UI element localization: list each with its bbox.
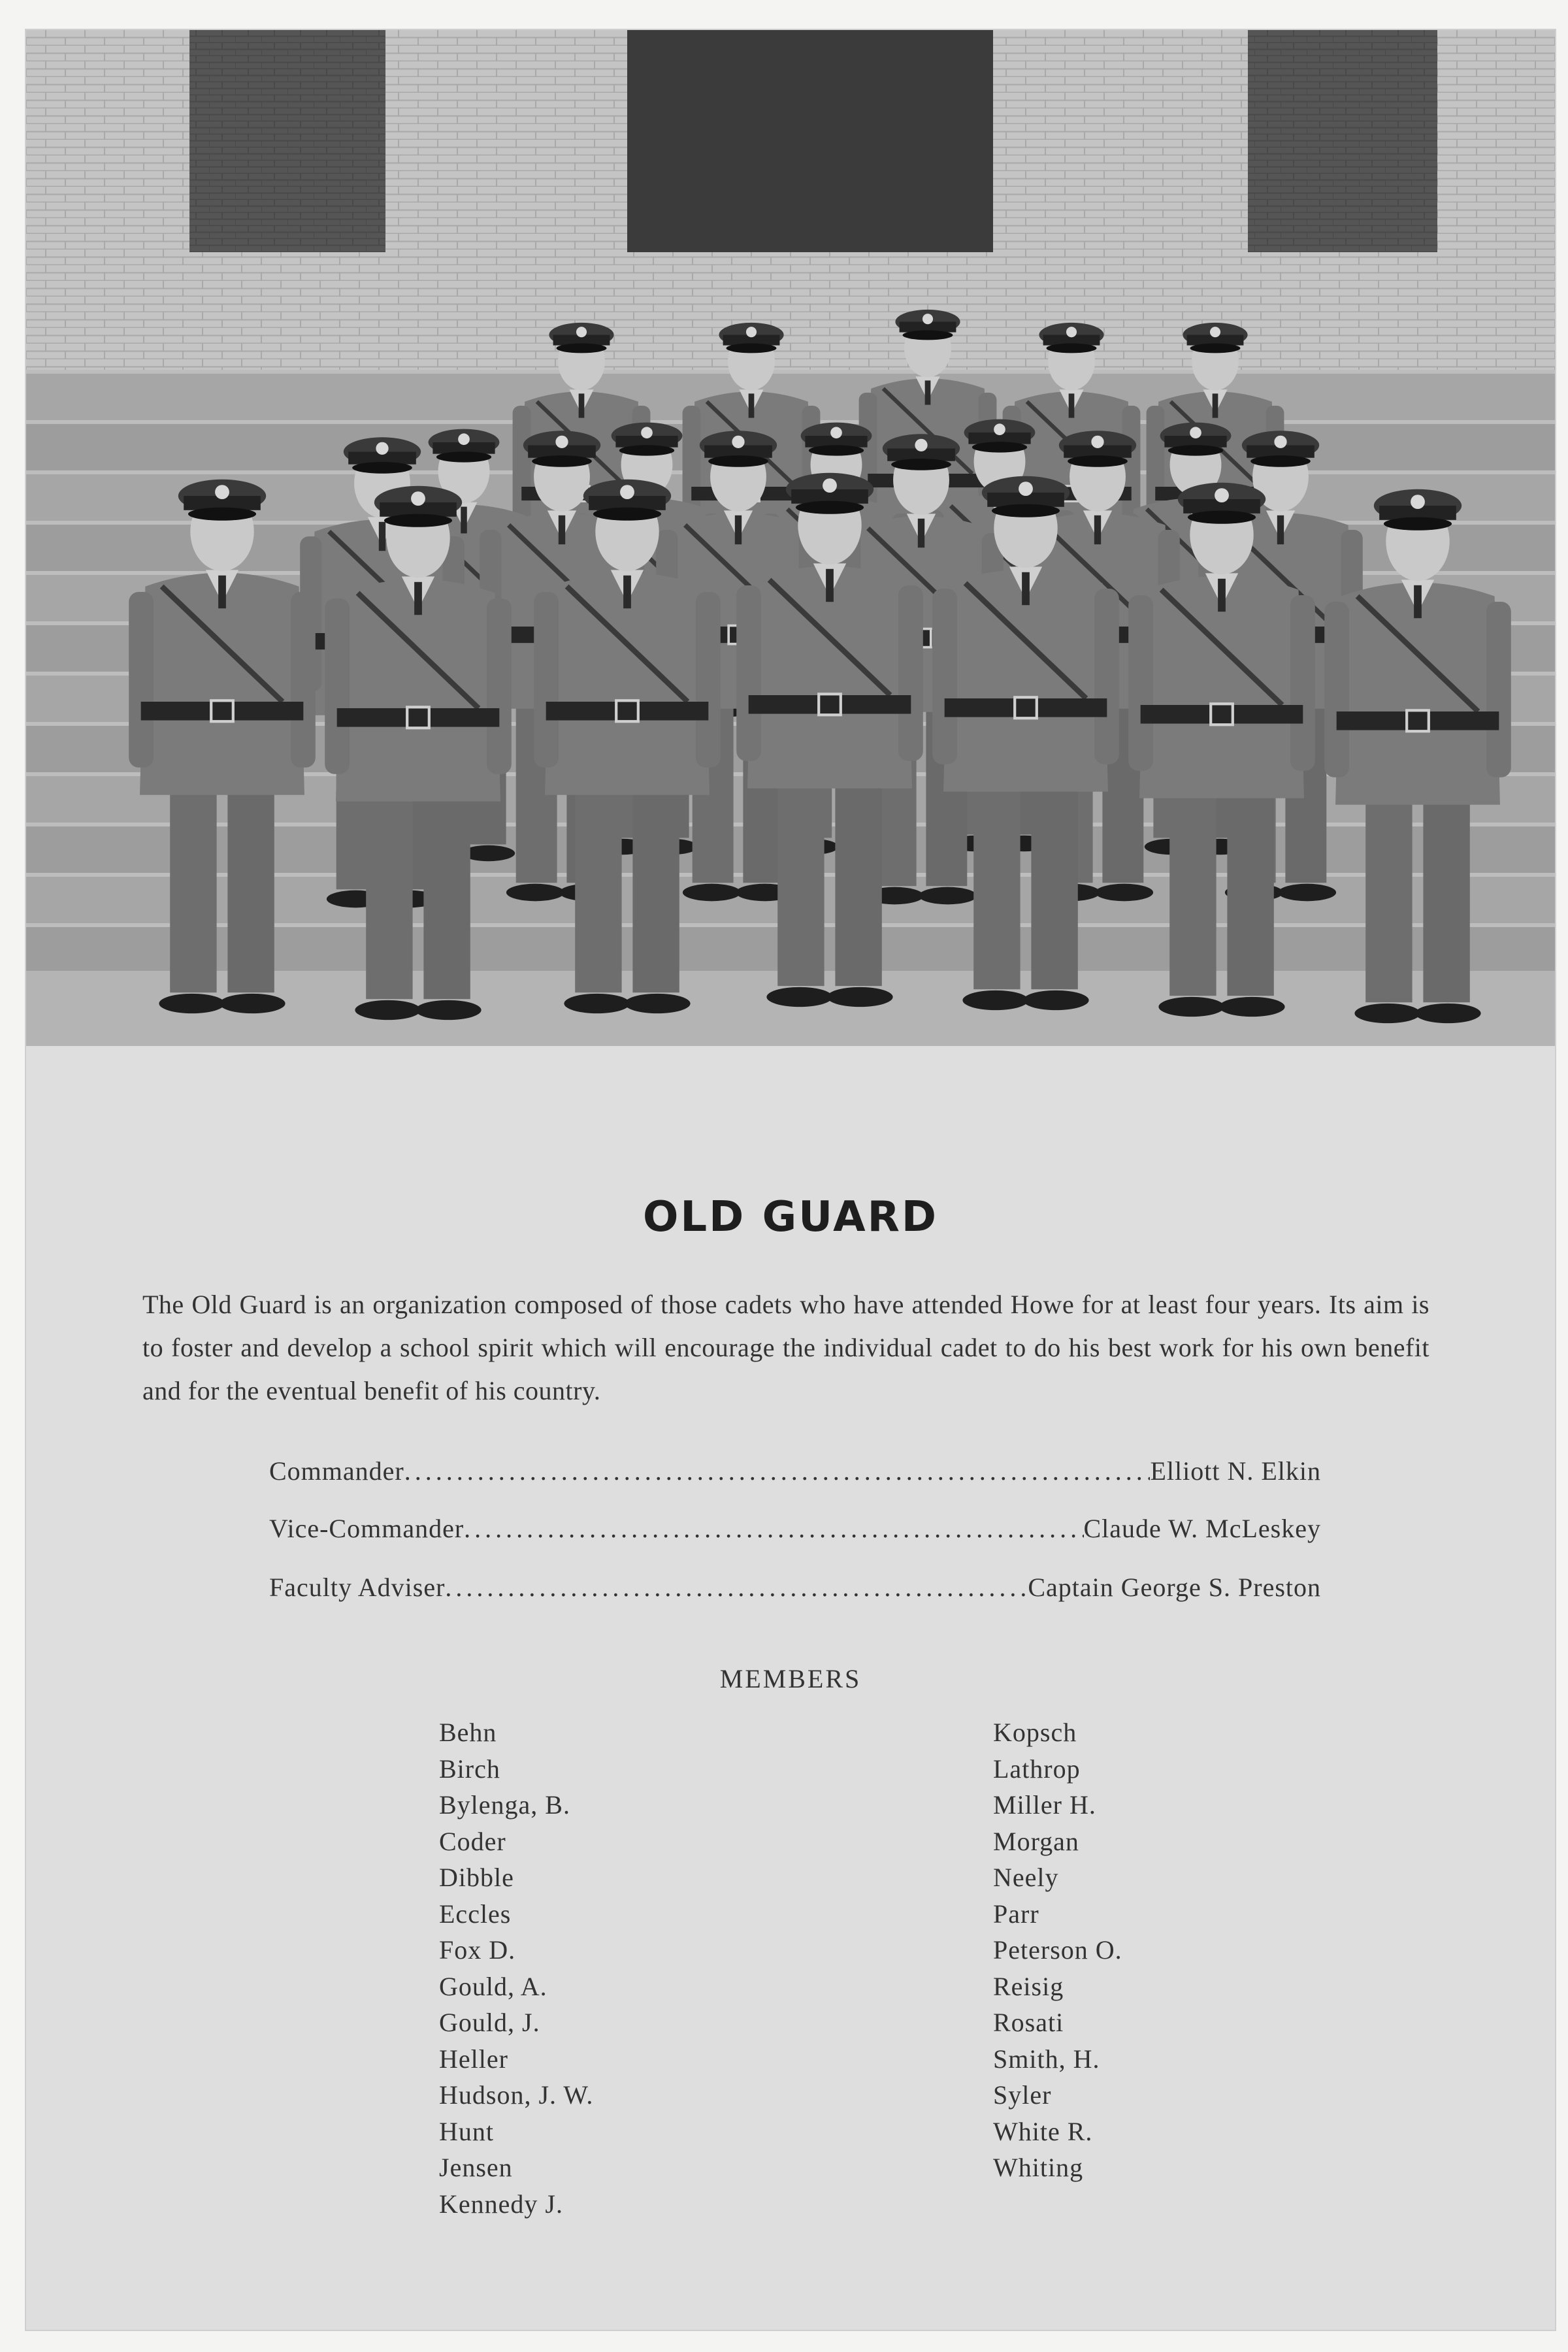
member-name: Miller H. [993,1790,1096,1820]
member-name: White R. [993,2116,1093,2146]
description-paragraph: The Old Guard is an organization composed of those cadets who have attended Howe for at least four years. Its aim is to foster and develop a school spirit which will encourage the individual cadet to do his best work for his own benefit and for the eventual benefit of his country. [142,1290,1429,1405]
member-name: Hunt [439,2116,494,2146]
group-photo [26,30,1555,1046]
member-name: Peterson O. [993,1935,1122,1965]
member-name: Heller [439,2044,508,2074]
member-name: Gould, J. [439,2008,540,2037]
member-name: Morgan [993,1826,1079,1856]
member-name: Coder [439,1826,506,1856]
member-name: Gould, A. [439,1971,547,2001]
member-name: Eccles [439,1899,512,1929]
officer-vice-commander [269,1513,1321,1550]
officer-name: Claude W. McLeskey [1083,1514,1321,1543]
members-list-right [993,1714,1122,2186]
dot-leader [464,1513,1083,1544]
members-list-left [439,1714,593,2222]
member-name: Smith, H. [993,2044,1100,2074]
member-name: Dibble [439,1863,514,1892]
dot-leader [404,1456,1151,1486]
right-window [1248,30,1437,252]
member-name: Kennedy J. [439,2189,563,2219]
member-name: Bylenga, B. [439,1790,570,1820]
left-window [189,30,385,252]
officer-faculty-adviser [269,1572,1321,1609]
officer-name: Elliott N. Elkin [1150,1456,1321,1486]
member-name: Parr [993,1899,1039,1929]
officer-role: Vice-Commander [269,1514,465,1543]
member-name: Neely [993,1863,1059,1892]
yearbook-page [26,30,1555,2330]
doorway [627,30,993,252]
page-title: OLD GUARD [642,1193,939,1241]
member-name: Hudson, J. W. [439,2080,594,2110]
member-name: Rosati [993,2008,1064,2037]
dot-leader [445,1572,1028,1603]
officer-role: Commander [269,1456,404,1486]
member-name: Fox D. [439,1935,516,1965]
officer-commander [269,1456,1321,1492]
member-name: Whiting [993,2153,1084,2182]
member-name: Behn [439,1718,497,1747]
officer-role: Faculty Adviser [269,1573,446,1602]
member-name: Birch [439,1754,500,1784]
member-name: Kopsch [993,1718,1077,1747]
member-name: Jensen [439,2153,513,2182]
member-name: Syler [993,2080,1052,2110]
members-heading: MEMBERS [719,1664,862,1693]
officer-name: Captain George S. Preston [1028,1573,1321,1602]
member-name: Lathrop [993,1754,1081,1784]
member-name: Reisig [993,1971,1064,2001]
group-photo-image [26,30,1555,1046]
